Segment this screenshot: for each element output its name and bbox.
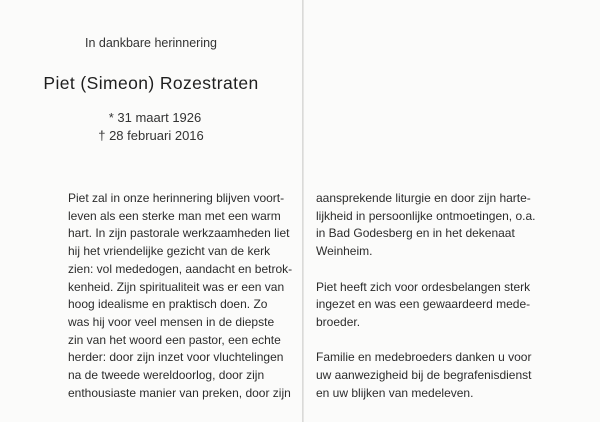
text-line: broeder. <box>316 314 361 329</box>
text-line: hoog idealisme en praktisch doen. Zo <box>68 297 268 312</box>
text-line: was hij voor veel mensen in de diepste <box>68 314 275 329</box>
text-line: herder: door zijn inzet voor vluchtelingen <box>68 350 284 365</box>
text-line: zien: vol mededogen, aandacht en betrok- <box>68 261 293 276</box>
card-heading: In dankbare herinnering <box>84 36 218 50</box>
paragraph-liturgy <box>316 190 536 261</box>
text-line: ingezet en was een gewaardeerd mede- <box>316 297 531 312</box>
right-panel <box>304 0 600 422</box>
text-line: Weinheim. <box>316 244 373 259</box>
paragraph-order <box>316 279 531 332</box>
right-body-text <box>316 190 536 420</box>
text-line: uw aanwezigheid bij de begrafenisdienst <box>316 368 532 382</box>
text-line: enthousiaste manier van preken, door zijn <box>68 385 291 400</box>
text-line: kenheid. Zijn spiritualiteit was er een van <box>68 279 285 294</box>
birth-date: * 31 maart 1926 <box>108 110 202 125</box>
paragraph-thanks <box>316 349 532 402</box>
text-line: aansprekende liturgie en door zijn harte- <box>316 191 531 205</box>
text-line: in Bad Godesberg en in het dekenaat <box>316 226 515 241</box>
text-line: Piet heeft zich voor ordesbelangen sterk <box>316 279 531 294</box>
deceased-name: Piet (Simeon) Rozestraten <box>43 73 259 93</box>
text-line: Familie en medebroeders danken u voor <box>316 350 532 365</box>
text-line: lijkheid in persoonlijke ontmoetingen, o.a. <box>316 208 536 223</box>
text-line: hart. In zijn pastorale werkzaamheden liet <box>68 226 290 241</box>
left-body-text <box>68 190 293 402</box>
text-line: zin van het woord een pastor, een echte <box>68 332 281 347</box>
text-line: leven als een sterke man met een warm <box>68 208 281 223</box>
text-line: Piet zal in onze herinnering blijven voort- <box>68 191 285 205</box>
text-line: na de tweede wereldoorlog, door zijn <box>68 368 265 383</box>
text-line: hij het vriendelijke gezicht van de kerk <box>68 244 271 259</box>
text-line: en uw blijken van medeleven. <box>316 385 474 400</box>
death-date: † 28 februari 2016 <box>98 128 204 143</box>
